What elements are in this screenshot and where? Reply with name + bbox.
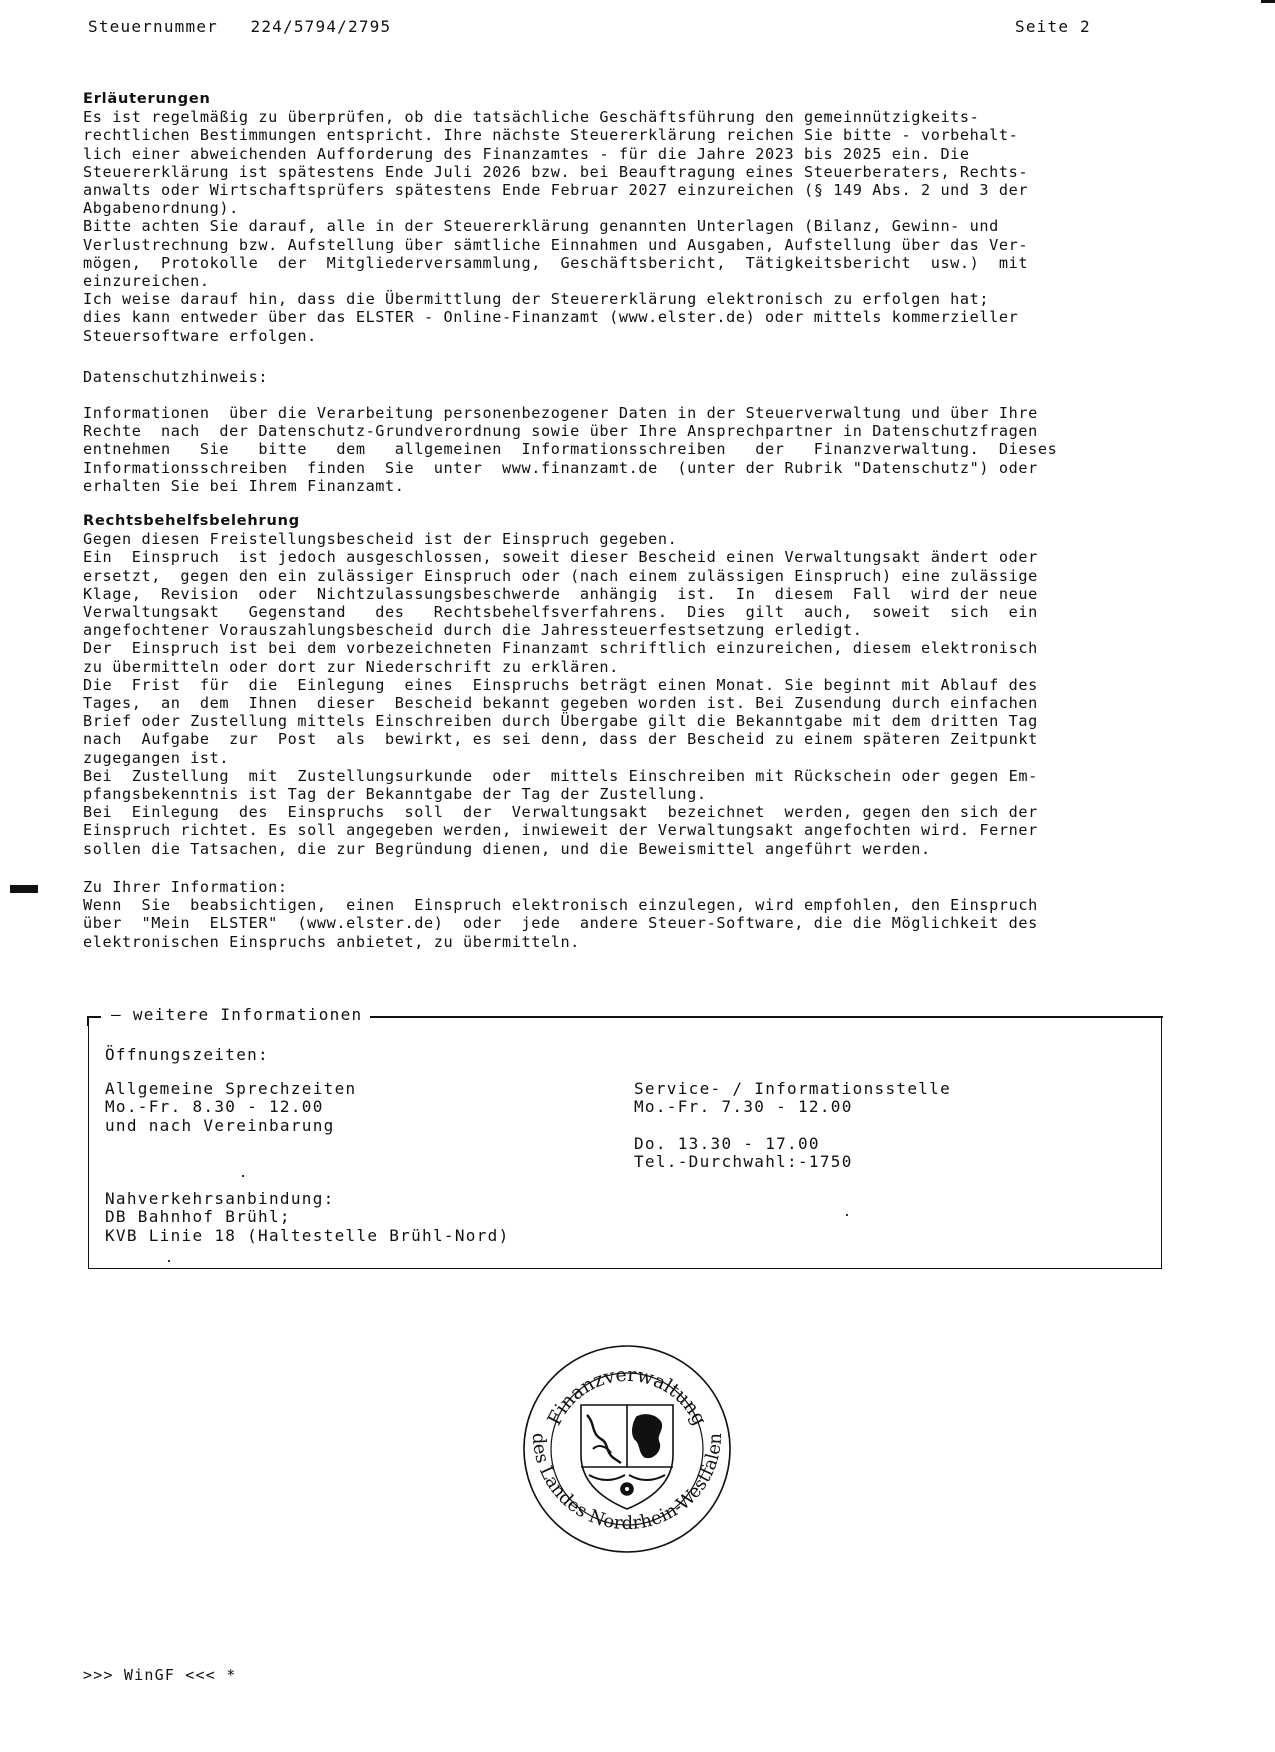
text-line: Klage, Revision oder Nichtzulassungsbeschwerde anhängig ist. In diesem Fall wird der neue [83, 584, 1038, 603]
text-line: Tages, an dem Ihnen dieser Bescheid bekannt gegeben worden ist. Bei Zusendung durch einfachen [83, 694, 1038, 713]
text-line: lich einer abweichenden Aufforderung des Finanzamtes - für die Jahre 2023 bis 2025 ein. Die [83, 144, 970, 163]
zu-ihrer-information-text [83, 896, 1163, 951]
nahverkehrsanbindung [105, 1190, 510, 1245]
footer-mark: >>> WinGF <<< * [83, 1666, 237, 1684]
coat-of-arms-icon [581, 1405, 673, 1509]
text-line: Do. 13.30 - 17.00 [634, 1134, 820, 1153]
text-line: pfangsbekenntnis ist Tag der Bekanntgabe der Tag der Zustellung. [83, 785, 707, 804]
text-line: rechtlichen Bestimmungen entspricht. Ihre nächste Steuererklärung reichen Sie bitte - vorbehalt- [83, 126, 1019, 145]
text-line: Der Einspruch ist bei dem vorbezeichneten Finanzamt schriftlich einzureichen, diesem elektronisch [83, 639, 1038, 658]
fold-mark [10, 885, 38, 893]
text-line: entnehmen Sie bitte dem allgemeinen Informationsschreiben der Finanzverwaltung. Dieses [83, 440, 1058, 459]
section-datenschutz-heading [83, 368, 1163, 386]
text-line: über "Mein ELSTER" (www.elster.de) oder jede andere Steuer-Software, die die Möglichkeit des [83, 914, 1038, 933]
text-line: Einspruch richtet. Es soll angegeben werden, inwieweit der Verwaltungsakt angefochten wird. Ferner [83, 821, 1038, 840]
rechtsbehelf-text [83, 530, 1163, 858]
oeffnungszeiten-label: Öffnungszeiten: [105, 1045, 269, 1064]
heading-datenschutz: Datenschutzhinweis: [83, 368, 269, 386]
text-line: KVB Linie 18 (Haltestelle Brühl-Nord) [105, 1225, 510, 1245]
text-line: Es ist regelmäßig zu überprüfen, ob die tatsächliche Geschäftsführung den gemeinnützigkeits- [83, 108, 980, 127]
info-box-title: — weitere Informationen [101, 1005, 370, 1024]
page-number: Seite 2 [1015, 17, 1091, 36]
text-line: einzureichen. [83, 272, 210, 291]
seal-text-bottom: des Landes Nordrhein-Westfalen [527, 1432, 727, 1535]
info-box-title-text: weitere Informationen [132, 1005, 363, 1024]
section-datenschutz [83, 404, 1163, 495]
text-line: Gegen diesen Freistellungsbescheid ist der Einspruch gegeben. [83, 530, 678, 549]
heading-rechtsbehelf: Rechtsbehelfsbelehrung [83, 513, 300, 529]
service-informationsstelle [634, 1080, 951, 1117]
text-line: Ich weise darauf hin, dass die Übermittlung der Steuererklärung elektronisch zu erfolgen hat; [83, 290, 990, 309]
section-rechtsbehelf [83, 512, 1163, 858]
text-line: Verlustrechnung bzw. Aufstellung über sämtliche Einnahmen und Ausgaben, Aufstellung über das Ver- [83, 235, 1029, 254]
seal-text-top: Finanzverwaltung [543, 1363, 711, 1429]
text-line: Steuersoftware erfolgen. [83, 326, 317, 345]
text-line: Bitte achten Sie darauf, alle in der Steuererklärung genannten Unterlagen (Bilanz, Gewinn- und [83, 217, 999, 236]
text-line: Informationen über die Verarbeitung personenbezogener Daten in der Steuerverwaltung und über Ihre [83, 404, 1038, 422]
text-line: anwalts oder Wirtschaftsprüfers spätestens Ende Februar 2027 einzureichen (§ 149 Abs. 2 und 3 der [83, 181, 1029, 200]
text-line: mögen, Protokolle der Mitgliederversammlung, Geschäftsbericht, Tätigkeitsbericht usw.) mit [83, 253, 1029, 272]
scan-speck [846, 1214, 848, 1216]
text-line: Allgemeine Sprechzeiten [105, 1079, 357, 1098]
text-line: sollen die Tatsachen, die zur Begründung dienen, und die Beweismittel angeführt werden. [83, 839, 931, 858]
official-seal [521, 1343, 733, 1555]
text-line: Bei Zustellung mit Zustellungsurkunde oder mittels Einschreiben mit Rückschein oder gegen Em- [83, 766, 1038, 785]
scan-speck [168, 1260, 170, 1262]
corner-mark [1261, 0, 1275, 3]
text-line: angefochtener Vorauszahlungsbescheid durch die Jahressteuerfestsetzung erledigt. [83, 621, 863, 640]
datenschutz-text [83, 404, 1163, 495]
text-line: Steuererklärung ist spätestens Ende Juli 2026 bzw. bei Beauftragung eines Steuerberaters, Rechts- [83, 162, 1029, 181]
text-line: Die Frist für die Einlegung eines Einspruchs beträgt einen Monat. Sie beginnt mit Ablauf des [83, 675, 1038, 694]
text-line: Mo.-Fr. 8.30 - 12.00 [105, 1097, 324, 1117]
heading-zu-ihrer-information: Zu Ihrer Information: [83, 878, 288, 896]
text-line: Abgabenordnung). [83, 199, 239, 218]
text-line: Tel.-Durchwahl:-1750 [634, 1152, 853, 1172]
allgemeine-sprechzeiten [105, 1080, 356, 1135]
text-line: DB Bahnhof Brühl; [105, 1207, 291, 1227]
section-zu-ihrer-information [83, 878, 1163, 951]
text-line: Brief oder Zustellung mittels Einschreiben durch Übergabe gilt die Bekanntgabe mit dem dritten Tag [83, 712, 1038, 731]
text-line: Wenn Sie beabsichtigen, einen Einspruch elektronisch einzulegen, wird empfohlen, den Einspruch [83, 896, 1038, 915]
text-line: Verwaltungsakt Gegenstand des Rechtsbehelfsverfahrens. Dies gilt auch, soweit sich ein [83, 603, 1038, 622]
heading-erlaeuterungen: Erläuterungen [83, 91, 211, 107]
text-line: Informationsschreiben finden Sie unter www.finanzamt.de (unter der Rubrik "Datenschutz") oder [83, 458, 1038, 477]
section-erlaeuterungen [83, 90, 1163, 345]
text-line: Rechte nach der Datenschutz-Grundverordnung sowie über Ihre Ansprechpartner in Datenschutzfragen [83, 422, 1038, 441]
info-box-corner [87, 1016, 89, 1026]
text-line: ersetzt, gegen den ein zulässiger Einspruch oder (nach einem zulässigen Einspruch) eine zulässige [83, 566, 1038, 585]
text-line: Nahverkehrsanbindung: [105, 1189, 335, 1208]
text-line: nach Aufgabe zur Post als bewirkt, es sei denn, dass der Bescheid zu einem späteren Zeitpunkt [83, 730, 1038, 749]
text-line: erhalten Sie bei Ihrem Finanzamt. [83, 476, 405, 495]
tax-number: Steuernummer 224/5794/2795 [88, 17, 392, 36]
text-line: und nach Vereinbarung [105, 1115, 335, 1135]
text-line: Service- / Informationsstelle [634, 1079, 952, 1098]
info-box [88, 1005, 1162, 1269]
text-line: zu übermitteln oder dort zur Niederschrift zu erklären. [83, 657, 619, 676]
text-line: Bei Einlegung des Einspruchs soll der Verwaltungsakt bezeichnet werden, gegen den sich der [83, 803, 1038, 822]
text-line: Ein Einspruch ist jedoch ausgeschlossen, soweit dieser Bescheid einen Verwaltungsakt ändert oder [83, 548, 1038, 567]
text-line: zugegangen ist. [83, 748, 230, 767]
text-line: Mo.-Fr. 7.30 - 12.00 [634, 1097, 853, 1117]
erlaeuterungen-text [83, 108, 1163, 345]
text-line: elektronischen Einspruchs anbietet, zu übermitteln. [83, 932, 580, 951]
scan-speck [242, 1175, 244, 1177]
text-line: dies kann entweder über das ELSTER - Online-Finanzamt (www.elster.de) oder mittels kommerzieller [83, 308, 1019, 327]
service-hours-phone [634, 1135, 853, 1172]
